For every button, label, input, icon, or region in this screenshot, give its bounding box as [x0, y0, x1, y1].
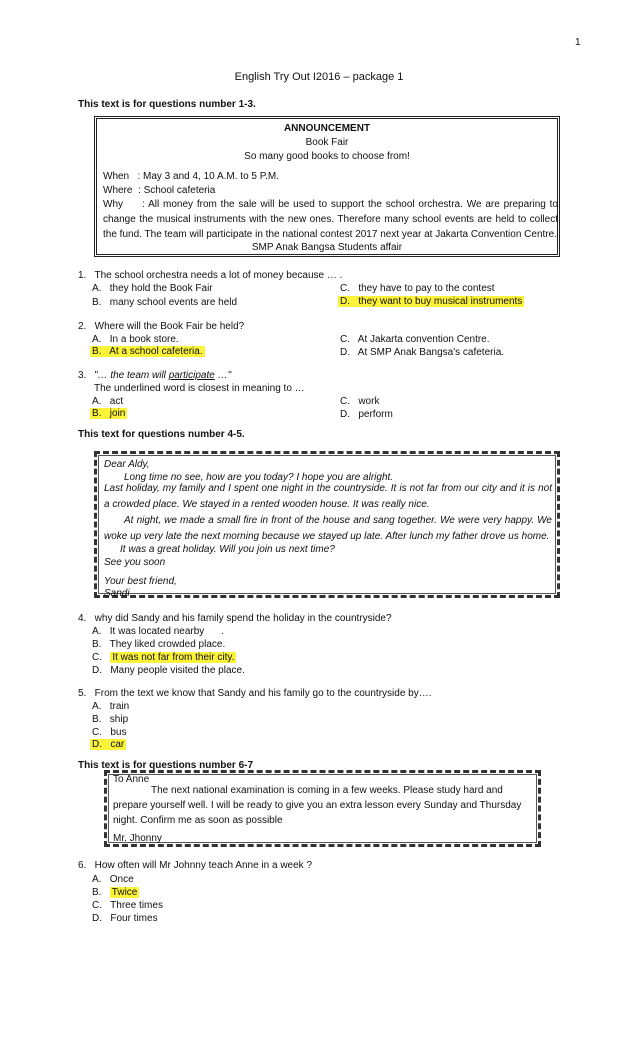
q1-option-a: A. they hold the Book Fair [92, 283, 213, 294]
section-heading-3: This text is for questions number 6-7 [78, 760, 254, 771]
q4-option-a: A. It was located nearby . [92, 626, 224, 637]
q5-option-c: C. bus [92, 727, 127, 738]
letter-closing: Your best friend, [104, 576, 177, 587]
q5-option-d: D. car [92, 739, 125, 750]
note-body: The next national examination is coming in a few weeks. Please study hard and prepare yourself well. I will be ready to give you an extra lesson every Sunday and Thursday night. Confirm me as soon as possible [113, 785, 522, 826]
q1-option-d: D. they want to buy musical instruments [340, 296, 523, 307]
q3-quote [94, 370, 231, 381]
q4-option-c-label: C. [92, 652, 111, 663]
announcement-sub1: Book Fair [305, 137, 349, 148]
q6-option-b [92, 887, 139, 898]
note-from: Mr. Jhonny [113, 833, 162, 844]
letter-paragraph-3: At night, we made a small fire in front of the house and sang together. We were very happy. We woke up very late the next morning because we stayed up late. After lunch my father drove us home. [104, 515, 552, 542]
q3-option-d: D. perform [340, 409, 393, 420]
q4-question: 4. why did Sandy and his family spend the holiday in the countryside? [78, 613, 392, 624]
q3-underlined-word: participate [168, 370, 215, 381]
q1-option-b: B. many school events are held [92, 297, 238, 308]
letter-signature: Sandi [104, 588, 130, 599]
announcement-signature: SMP Anak Bangsa Students affair [251, 242, 403, 253]
q6-question: 6. How often will Mr Johnny teach Anne in a week ? [78, 860, 313, 871]
q4-option-d: D. Many people visited the place. [92, 665, 245, 676]
q3-option-c: C. work [340, 396, 380, 407]
letter-paragraph-4: It was a great holiday. Will you join us next time? [120, 544, 335, 555]
q2-question: 2. Where will the Book Fair be held? [78, 321, 245, 332]
q4-option-c-text: It was not far from their city. [112, 652, 235, 663]
q5-option-b: B. ship [92, 714, 129, 725]
q3-option-a: A. act [92, 396, 124, 407]
announcement-why-text: All money from the sale will be used to support the school orchestra. We are preparing to change the musical instruments with the new ones. Therefore many school events are held to collect the fund. The team will participate in the national contest 2017 next year at Jakarta Convention Centre. [103, 199, 558, 240]
q2-option-b: B. At a school cafeteria. [92, 346, 203, 357]
letter-paragraph-5: See you soon [104, 557, 166, 568]
q2-option-c: C. At Jakarta convention Centre. [340, 334, 490, 345]
q2-option-a: A. In a book store. [92, 334, 179, 345]
q5-question: 5. From the text we know that Sandy and his family go to the countryside by…. [78, 688, 432, 699]
q1-option-c: C. they have to pay to the contest [340, 283, 495, 294]
announcement-why-label: Why : [103, 199, 149, 210]
page-number: 1 [575, 37, 581, 48]
announcement-why [103, 197, 558, 242]
page-title: English Try Out I2016 – package 1 [234, 71, 404, 83]
note-to: To Anne [113, 774, 150, 785]
announcement-where: Where : School cafeteria [103, 185, 216, 196]
section-heading-1: This text is for questions number 1-3. [78, 99, 256, 110]
q1-question: 1. The school orchestra needs a lot of money because … . [78, 270, 343, 281]
letter-paragraph-1: Long time no see, how are you today? I hope you are alright. [124, 472, 394, 483]
q5-option-a: A. train [92, 701, 130, 712]
q3-quote-post: …" [214, 370, 232, 381]
q3-quote-pre: "… the team will [94, 370, 169, 381]
q4-option-b: B. They liked crowded place. [92, 639, 226, 650]
q3-question: The underlined word is closest in meaning to … [94, 383, 305, 394]
q3-number: 3. [78, 370, 87, 381]
q6-option-a: A. Once [92, 874, 134, 885]
q6-option-c: C. Three times [92, 900, 163, 911]
q6-option-b-text: Twice [111, 887, 138, 898]
q4-option-c [92, 652, 236, 663]
q6-option-d: D. Four times [92, 913, 158, 924]
announcement-heading: ANNOUNCEMENT [283, 123, 371, 134]
section-heading-2: This text for questions number 4-5. [78, 429, 245, 440]
announcement-sub2: So many good books to choose from! [244, 151, 410, 162]
q6-option-b-label: B. [92, 887, 110, 898]
announcement-when: When : May 3 and 4, 10 A.M. to 5 P.M. [103, 171, 280, 182]
q3-option-b: B. join [92, 408, 126, 419]
q2-option-d: D. At SMP Anak Bangsa's cafeteria. [340, 347, 505, 358]
letter-paragraph-2: Last holiday, my family and I spent one night in the countryside. It is not far from our city and it is not a crowded place. We stayed in a rented wooden house. It was really nice. [104, 483, 552, 510]
letter-salutation: Dear Aldy, [104, 459, 150, 470]
